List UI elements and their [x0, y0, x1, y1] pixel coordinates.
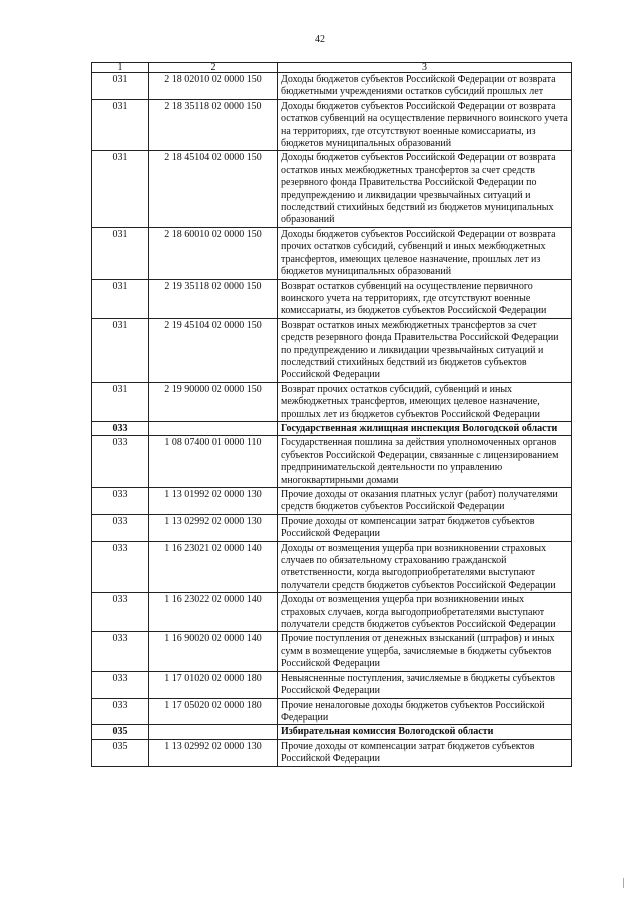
- budget-code-cell: 2 18 02010 02 0000 150: [149, 73, 278, 100]
- table-row: [92, 151, 572, 227]
- table-row: [92, 671, 572, 698]
- budget-code-cell: 1 13 02992 02 0000 130: [149, 739, 278, 766]
- admin-code-cell: 031: [92, 279, 149, 318]
- table-row: [92, 632, 572, 671]
- budget-code-cell: 1 16 23021 02 0000 140: [149, 541, 278, 593]
- table-row: [92, 73, 572, 100]
- table-row: [92, 382, 572, 421]
- income-name-cell: Доходы бюджетов субъектов Российской Федерации от возврата остатков иных межбюджетных трансфертов за счет средств резервного фонда Правительства Российской Федерации по предупреждению и ликвидации чрезвычайных ситуаций и последствий стихийных бедствий из бюджетов муниципальных образований: [278, 151, 572, 227]
- income-name-cell: Возврат прочих остатков субсидий, субвенций и иных межбюджетных трансфертов, имеющих целевое назначение, прошлых лет из бюджетов субъектов Российской Федерации: [278, 382, 572, 421]
- budget-code-cell: 1 13 01992 02 0000 130: [149, 488, 278, 515]
- table-row: [92, 99, 572, 151]
- table-row: [92, 279, 572, 318]
- budget-code-cell: 2 19 35118 02 0000 150: [149, 279, 278, 318]
- income-name-cell: Прочие доходы от компенсации затрат бюджетов субъектов Российской Федерации: [278, 514, 572, 541]
- budget-code-cell: 2 18 45104 02 0000 150: [149, 151, 278, 227]
- income-name-cell: Доходы бюджетов субъектов Российской Федерации от возврата бюджетными учреждениями остатков субсидий прошлых лет: [278, 73, 572, 100]
- scan-edge-mark: [623, 878, 624, 888]
- admin-code-cell: 033: [92, 436, 149, 488]
- budget-code-cell: 2 18 60010 02 0000 150: [149, 227, 278, 279]
- income-name-cell: Государственная жилищная инспекция Вологодской области: [278, 421, 572, 435]
- section-heading-row: [92, 725, 572, 739]
- admin-code-cell: 031: [92, 73, 149, 100]
- admin-code-cell: 033: [92, 541, 149, 593]
- table-row: [92, 318, 572, 382]
- table-body: [92, 63, 572, 767]
- table-row: [92, 514, 572, 541]
- budget-code-cell: [149, 421, 278, 435]
- admin-code-cell: 031: [92, 99, 149, 151]
- income-name-cell: Доходы бюджетов субъектов Российской Федерации от возврата прочих остатков субсидий, субвенций и иных межбюджетных трансфертов, имеющих целевое назначение, прошлых лет из бюджетов муниципальных образований: [278, 227, 572, 279]
- budget-code-cell: 1 17 05020 02 0000 180: [149, 698, 278, 725]
- income-name-cell: Избирательная комиссия Вологодской области: [278, 725, 572, 739]
- income-name-cell: Невыясненные поступления, зачисляемые в бюджеты субъектов Российской Федерации: [278, 671, 572, 698]
- income-name-cell: Прочие неналоговые доходы бюджетов субъектов Российской Федерации: [278, 698, 572, 725]
- table-row: [92, 541, 572, 593]
- table-row: [92, 436, 572, 488]
- income-name-cell: Доходы от возмещения ущерба при возникновении страховых случаев по обязательному страхованию гражданской ответственности, когда выгодоприобретателями выступают получатели средств бюджетов субъектов Российской Федерации: [278, 541, 572, 593]
- income-name-cell: Прочие поступления от денежных взысканий (штрафов) и иных сумм в возмещение ущерба, зачисляемые в бюджеты субъектов Российской Федерации: [278, 632, 572, 671]
- admin-code-cell: 033: [92, 632, 149, 671]
- budget-code-cell: 1 16 23022 02 0000 140: [149, 593, 278, 632]
- income-name-cell: Возврат остатков иных межбюджетных трансфертов за счет средств резервного фонда Правительства Российской Федерации по предупреждению и ликвидации чрезвычайных ситуаций и последствий стихийных бедствий из бюджетов субъектов Российской Федерации: [278, 318, 572, 382]
- admin-code-cell: 033: [92, 593, 149, 632]
- budget-code-cell: [149, 725, 278, 739]
- table-row: [92, 698, 572, 725]
- income-name-cell: Доходы бюджетов субъектов Российской Федерации от возврата остатков субвенций на осуществление первичного воинского учета на территориях, где отсутствуют военные комиссариаты, из бюджетов муниципальных образований: [278, 99, 572, 151]
- page-number: 42: [315, 34, 325, 45]
- budget-code-cell: 1 08 07400 01 0000 110: [149, 436, 278, 488]
- budget-code-cell: 1 16 90020 02 0000 140: [149, 632, 278, 671]
- admin-code-cell: 031: [92, 227, 149, 279]
- admin-code-cell: 031: [92, 382, 149, 421]
- income-name-cell: Доходы от возмещения ущерба при возникновении иных страховых случаев, когда выгодоприобретателями выступают получатели средств бюджетов субъектов Российской Федерации: [278, 593, 572, 632]
- income-name-cell: Возврат остатков субвенций на осуществление первичного воинского учета на территориях, где отсутствуют военные комиссариаты, из бюджетов субъектов Российской Федерации: [278, 279, 572, 318]
- admin-code-cell: 033: [92, 421, 149, 435]
- admin-code-cell: 035: [92, 725, 149, 739]
- header-col-1: 1: [92, 63, 149, 73]
- budget-code-cell: 1 13 02992 02 0000 130: [149, 514, 278, 541]
- income-name-cell: Государственная пошлина за действия уполномоченных органов субъектов Российской Федерации, связанные с лицензированием предпринимательской деятельности по управлению многоквартирными домами: [278, 436, 572, 488]
- table-row: [92, 488, 572, 515]
- table-header-row: [92, 63, 572, 73]
- header-col-2: 2: [149, 63, 278, 73]
- budget-code-cell: 2 18 35118 02 0000 150: [149, 99, 278, 151]
- admin-code-cell: 031: [92, 318, 149, 382]
- admin-code-cell: 033: [92, 488, 149, 515]
- budget-code-cell: 2 19 90000 02 0000 150: [149, 382, 278, 421]
- header-col-3: 3: [278, 63, 572, 73]
- income-name-cell: Прочие доходы от оказания платных услуг (работ) получателями средств бюджетов субъектов Российской Федерации: [278, 488, 572, 515]
- admin-code-cell: 035: [92, 739, 149, 766]
- budget-code-cell: 2 19 45104 02 0000 150: [149, 318, 278, 382]
- table-row: [92, 739, 572, 766]
- income-name-cell: Прочие доходы от компенсации затрат бюджетов субъектов Российской Федерации: [278, 739, 572, 766]
- revenue-codes-table: [91, 62, 572, 767]
- table-row: [92, 227, 572, 279]
- section-heading-row: [92, 421, 572, 435]
- admin-code-cell: 033: [92, 514, 149, 541]
- table-row: [92, 593, 572, 632]
- admin-code-cell: 033: [92, 671, 149, 698]
- admin-code-cell: 031: [92, 151, 149, 227]
- budget-code-cell: 1 17 01020 02 0000 180: [149, 671, 278, 698]
- admin-code-cell: 033: [92, 698, 149, 725]
